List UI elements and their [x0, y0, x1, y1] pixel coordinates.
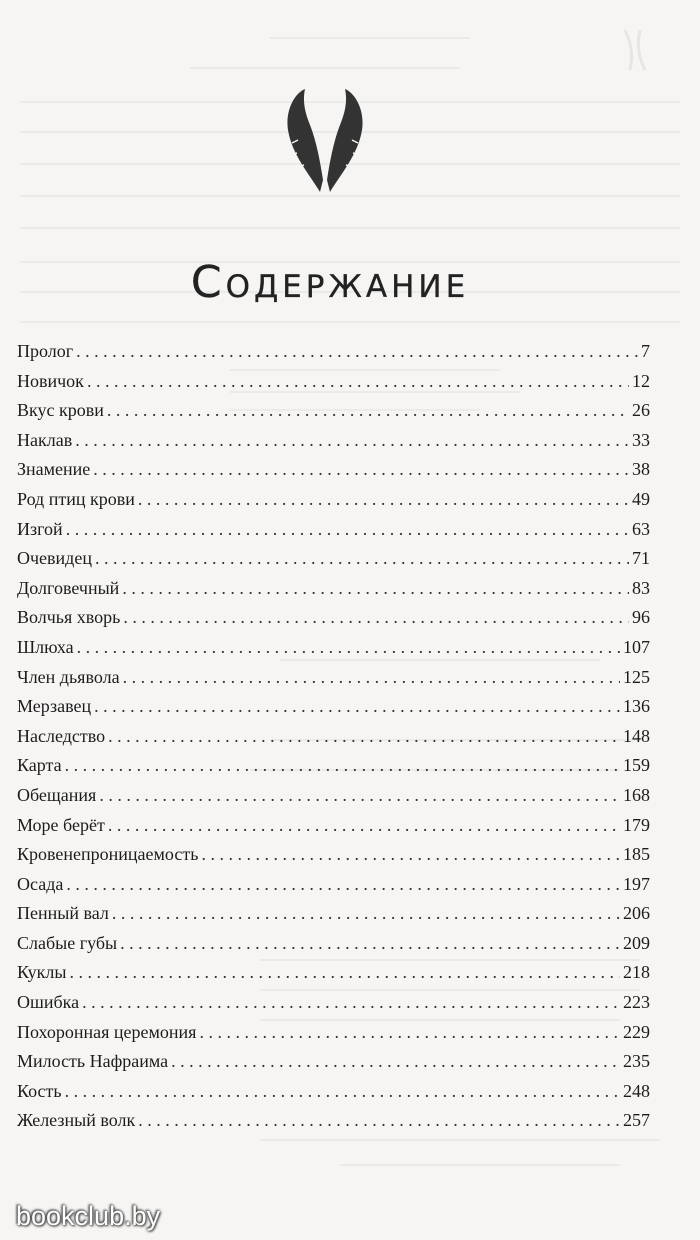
toc-entry-title: Слабые губы	[17, 932, 118, 953]
dot-leader	[108, 726, 620, 747]
toc-entry-page: 7	[641, 341, 650, 361]
dot-leader	[82, 992, 620, 1013]
toc-entry-page: 125	[623, 666, 650, 687]
toc-entry	[17, 933, 650, 963]
toc-entry	[17, 607, 650, 637]
toc-entry-title: Мерзавец	[17, 696, 92, 717]
toc-entry-page: 136	[623, 696, 650, 717]
dot-leader	[66, 519, 629, 540]
toc-entry-title: Член дьявола	[17, 666, 120, 687]
toc-entry	[17, 489, 650, 519]
dot-leader	[94, 696, 620, 717]
toc-entry	[17, 548, 650, 578]
toc-entry-page: 197	[623, 873, 650, 894]
dot-leader	[138, 489, 629, 510]
toc-entry-page: 83	[632, 577, 650, 598]
toc-entry-title: Карта	[17, 755, 62, 776]
toc-entry-title: Море берёт	[17, 814, 105, 835]
dot-leader	[123, 667, 620, 688]
dot-leader	[76, 341, 638, 362]
toc-entry	[17, 459, 650, 489]
toc-entry	[17, 874, 650, 904]
toc-entry	[17, 785, 650, 815]
table-of-contents	[17, 341, 650, 1140]
dot-leader	[65, 755, 620, 776]
dot-leader	[69, 962, 620, 983]
toc-entry-title: Пролог	[17, 341, 74, 361]
toc-entry	[17, 815, 650, 845]
toc-entry-title: Похоронная церемония	[17, 1021, 197, 1042]
toc-entry	[17, 696, 650, 726]
toc-entry-title: Новичок	[17, 370, 84, 391]
toc-entry	[17, 755, 650, 785]
toc-entry-page: 235	[623, 1051, 650, 1072]
toc-entry-page: 96	[632, 607, 650, 628]
toc-entry	[17, 371, 650, 401]
dot-leader	[199, 1022, 620, 1043]
dot-leader	[99, 785, 620, 806]
toc-entry-page: 229	[623, 1021, 650, 1042]
toc-entry-page: 257	[623, 1110, 650, 1131]
toc-entry-page: 206	[623, 903, 650, 924]
toc-entry-title: Наклав	[17, 429, 73, 450]
dot-leader	[122, 578, 629, 599]
toc-entry	[17, 844, 650, 874]
toc-entry-title: Изгой	[17, 518, 63, 539]
toc-entry-page: 168	[623, 784, 650, 805]
toc-entry	[17, 430, 650, 460]
toc-entry-title: Осада	[17, 873, 64, 894]
toc-entry	[17, 578, 650, 608]
toc-entry	[17, 962, 650, 992]
dot-leader	[107, 400, 629, 421]
toc-entry-title: Ошибка	[17, 992, 80, 1013]
toc-entry-page: 107	[623, 636, 650, 657]
toc-entry-page: 179	[623, 814, 650, 835]
toc-entry	[17, 1110, 650, 1140]
toc-entry	[17, 1051, 650, 1081]
dot-leader	[95, 548, 629, 569]
dot-leader	[93, 459, 629, 480]
toc-entry-page: 12	[632, 370, 650, 391]
dot-leader	[201, 844, 620, 865]
toc-entry-page: 63	[632, 518, 650, 539]
toc-entry-page: 33	[632, 429, 650, 450]
dot-leader	[75, 430, 629, 451]
toc-entry-page: 159	[623, 755, 650, 776]
toc-entry-title: Железный волк	[17, 1110, 136, 1131]
dot-leader	[171, 1051, 620, 1072]
toc-entry	[17, 667, 650, 697]
toc-entry-page: 185	[623, 844, 650, 865]
toc-entry-page: 148	[623, 725, 650, 746]
toc-entry-title: Куклы	[17, 962, 67, 983]
toc-entry-page: 209	[623, 932, 650, 953]
toc-entry-title: Род птиц крови	[17, 488, 135, 509]
toc-entry	[17, 519, 650, 549]
dot-leader	[123, 607, 629, 628]
two-feathers-icon	[280, 85, 370, 195]
dot-leader	[87, 371, 629, 392]
toc-entry-title: Пенный вал	[17, 903, 109, 924]
toc-entry	[17, 1081, 650, 1111]
dot-leader	[66, 874, 620, 895]
toc-entry-page: 218	[623, 962, 650, 983]
dot-leader	[138, 1110, 620, 1131]
toc-entry-title: Шлюха	[17, 636, 74, 657]
toc-entry	[17, 992, 650, 1022]
toc-entry-title: Кровенепроницаемость	[17, 844, 199, 865]
toc-entry-title: Наследство	[17, 725, 106, 746]
page-title: Содержание	[190, 257, 470, 309]
toc-entry-title: Вкус крови	[17, 400, 104, 421]
dot-leader	[65, 1081, 620, 1102]
toc-entry	[17, 903, 650, 933]
toc-entry-page: 38	[632, 459, 650, 480]
dot-leader	[112, 903, 620, 924]
toc-entry-page: 248	[623, 1080, 650, 1101]
toc-entry	[17, 400, 650, 430]
toc-entry	[17, 341, 650, 371]
toc-entry-title: Милость Нафраима	[17, 1051, 169, 1072]
toc-entry-page: 26	[632, 400, 650, 421]
dot-leader	[77, 637, 620, 658]
toc-entry-page: 49	[632, 488, 650, 509]
toc-entry-page: 223	[623, 992, 650, 1013]
dot-leader	[120, 933, 620, 954]
toc-entry-title: Знамение	[17, 459, 91, 480]
toc-entry-title: Долговечный	[17, 577, 120, 598]
dot-leader	[108, 815, 620, 836]
toc-entry	[17, 726, 650, 756]
toc-entry	[17, 637, 650, 667]
toc-entry-title: Очевидец	[17, 548, 92, 569]
toc-entry-title: Кость	[17, 1080, 62, 1101]
toc-entry-title: Волчья хворь	[17, 607, 121, 628]
toc-entry	[17, 1022, 650, 1052]
toc-entry-page: 71	[632, 548, 650, 569]
watermark: bookclub.by	[16, 1201, 161, 1231]
toc-entry-title: Обещания	[17, 784, 97, 805]
